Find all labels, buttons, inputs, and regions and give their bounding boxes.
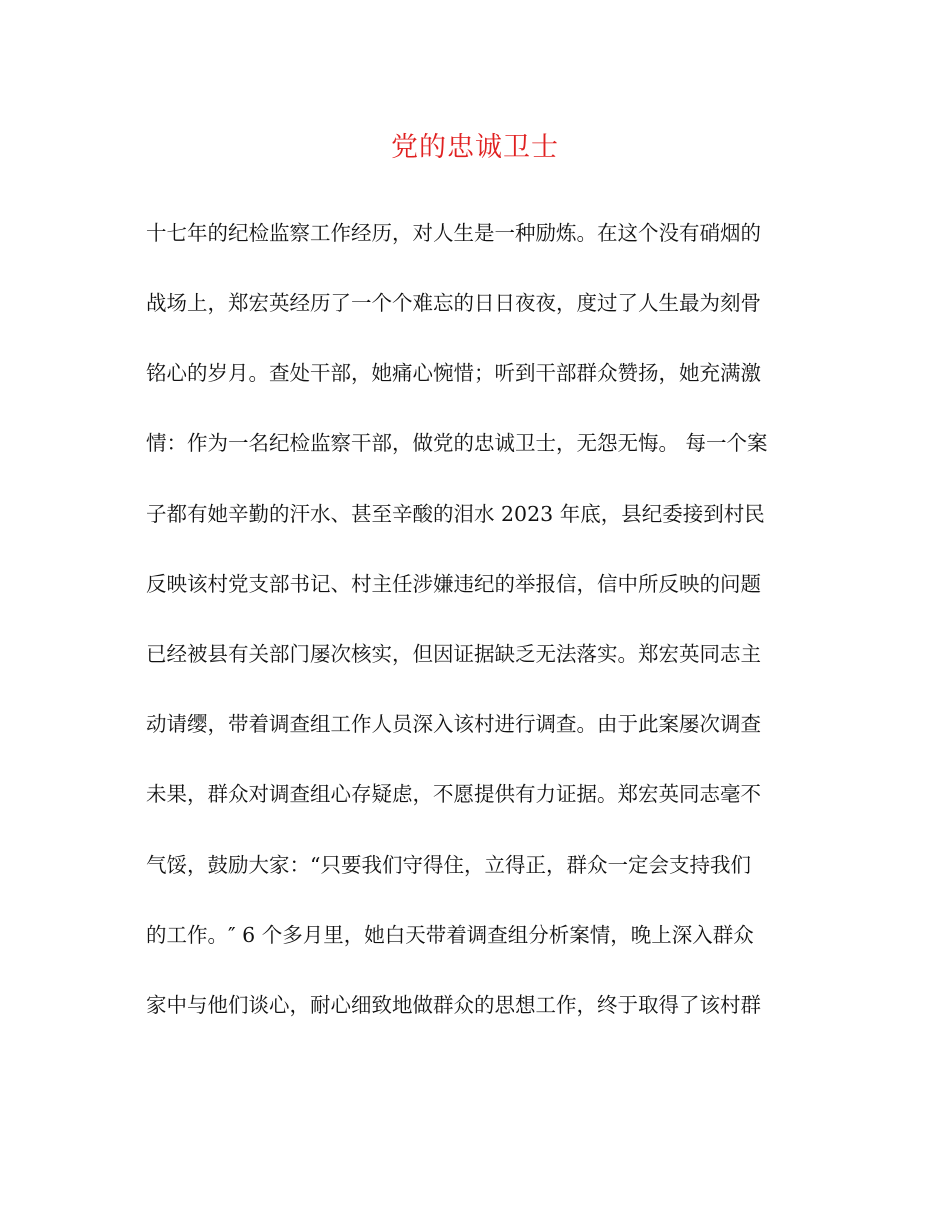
- body-line-2: 战场上，郑宏英经历了一个个难忘的日日夜夜，度过了人生最为刻骨: [146, 291, 761, 315]
- body-line-1: 十七年的纪检监察工作经历，对人生是一种励炼。在这个没有硝烟的: [146, 221, 761, 245]
- body-line-11: 的工作。″ 6 个多月里，她白天带着调查组分析案情，晚上深入群众: [146, 923, 754, 947]
- document-title: 党的忠诚卫士: [391, 132, 559, 163]
- body-line-12: 家中与他们谈心，耐心细致地做群众的思想工作，终于取得了该村群: [146, 993, 761, 1017]
- body-line-7: 已经被县有关部门屡次核实，但因证据缺乏无法落实。郑宏英同志主: [146, 642, 761, 666]
- body-line-8: 动请缨，带着调查组工作人员深入该村进行调查。由于此案屡次调查: [146, 712, 761, 736]
- body-line-5: 子都有她辛勤的汗水、甚至辛酸的泪水 2023 年底，县纪委接到村民: [146, 502, 765, 526]
- body-line-9: 未果，群众对调查组心存疑虑，不愿提供有力证据。郑宏英同志毫不: [146, 782, 761, 806]
- body-line-4: 情：作为一名纪检监察干部，做党的忠诚卫士，无怨无悔。 每一个案: [146, 431, 768, 455]
- body-line-3: 铭心的岁月。查处干部，她痛心惋惜；听到干部群众赞扬，她充满激: [146, 361, 761, 385]
- body-line-10: 气馁，鼓励大家：“只要我们守得住，立得正，群众一定会支持我们: [146, 853, 751, 877]
- body-line-6: 反映该村党支部书记、村主任涉嫌违纪的举报信，信中所反映的问题: [146, 572, 761, 596]
